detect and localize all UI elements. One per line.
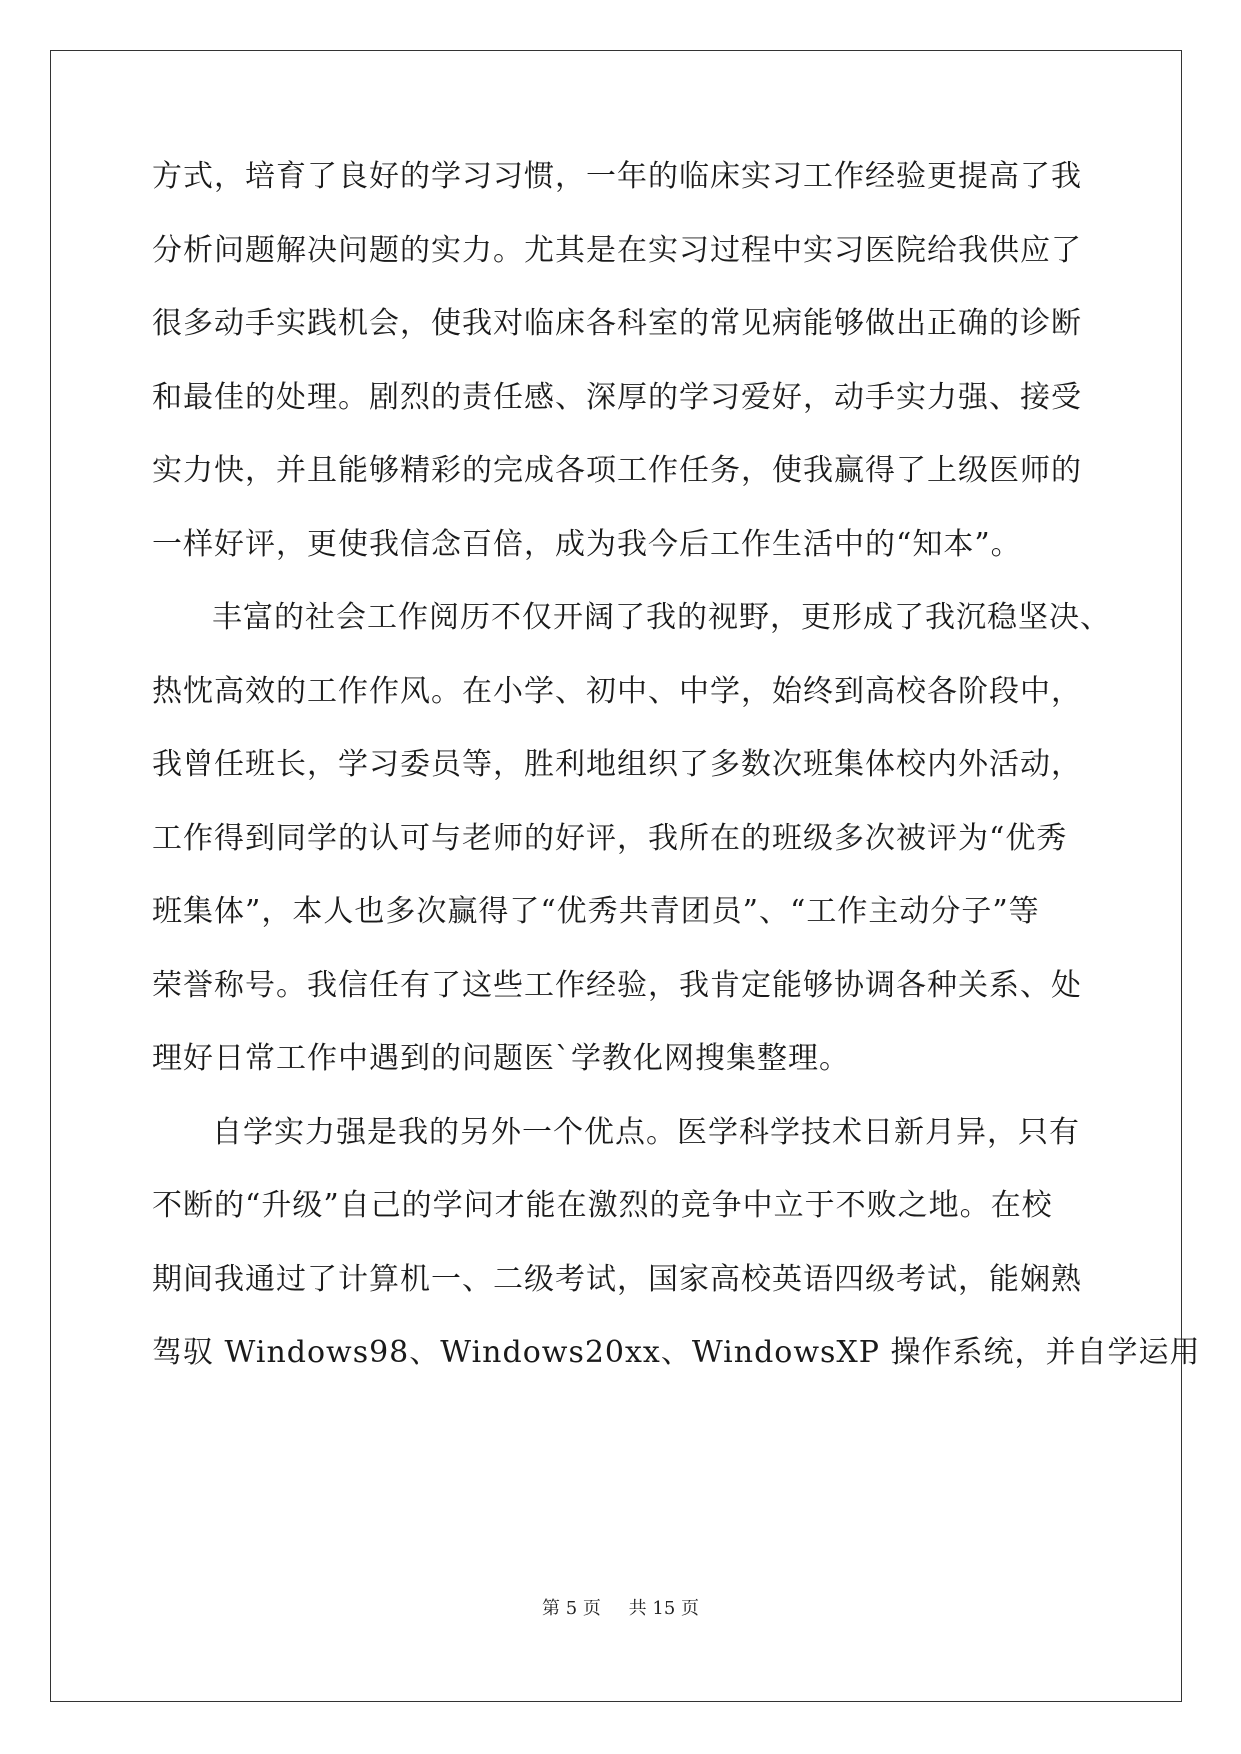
text-line: 我曾任班长，学习委员等，胜利地组织了多数次班集体校内外活动，: [152, 747, 1082, 782]
page-number-total: 共 15 页: [628, 1598, 699, 1619]
text-line: 期间我通过了计算机一、二级考试，国家高校英语四级考试，能娴熟: [152, 1261, 1082, 1297]
text-line: 方式，培育了良好的学习习惯，一年的临床实习工作经验更提高了我: [152, 159, 1082, 194]
text-line: 不断的“升级”自己的学问才能在激烈的竞争中立于不败之地。在校: [152, 1188, 1053, 1223]
text-line: 分析问题解决问题的实力。尤其是在实习过程中实习医院给我供应了: [152, 232, 1082, 268]
text-line: 热忱高效的工作作风。在小学、初中、中学，始终到高校各阶段中，: [152, 673, 1082, 709]
text-line: 驾驭 Windows98、Windows20xx、WindowsXP 操作系统，并自学运用: [152, 1335, 1201, 1370]
paragraph-start-line: 自学实力强是我的另外一个优点。医学科学技术日新月异，只有: [212, 1114, 1080, 1150]
text-line: 理好日常工作中遇到的问题医`学教化网搜集整理。: [152, 1041, 850, 1076]
text-line: 很多动手实践机会，使我对临床各科室的常见病能够做出正确的诊断: [152, 306, 1082, 341]
page-number-current: 第 5 页: [542, 1598, 601, 1619]
document-body: [152, 159, 1201, 1412]
page-footer: [0, 1594, 1241, 1620]
text-line: 工作得到同学的认可与老师的好评，我所在的班级多次被评为“优秀: [152, 820, 1068, 856]
paragraph-start-line: 丰富的社会工作阅历不仅开阔了我的视野，更形成了我沉稳坚决、: [212, 600, 1111, 635]
text-line: 实力快，并且能够精彩的完成各项工作任务，使我赢得了上级医师的: [152, 453, 1082, 488]
text-line: 荣誉称号。我信任有了这些工作经验，我肯定能够协调各种关系、处: [152, 967, 1082, 1003]
text-line: 一样好评，更使我信念百倍，成为我今后工作生活中的“知本”。: [152, 526, 1022, 562]
text-line: 和最佳的处理。剧烈的责任感、深厚的学习爱好，动手实力强、接受: [152, 379, 1082, 415]
text-line: 班集体”，本人也多次赢得了“优秀共青团员”、“工作主动分子”等: [152, 894, 1040, 929]
